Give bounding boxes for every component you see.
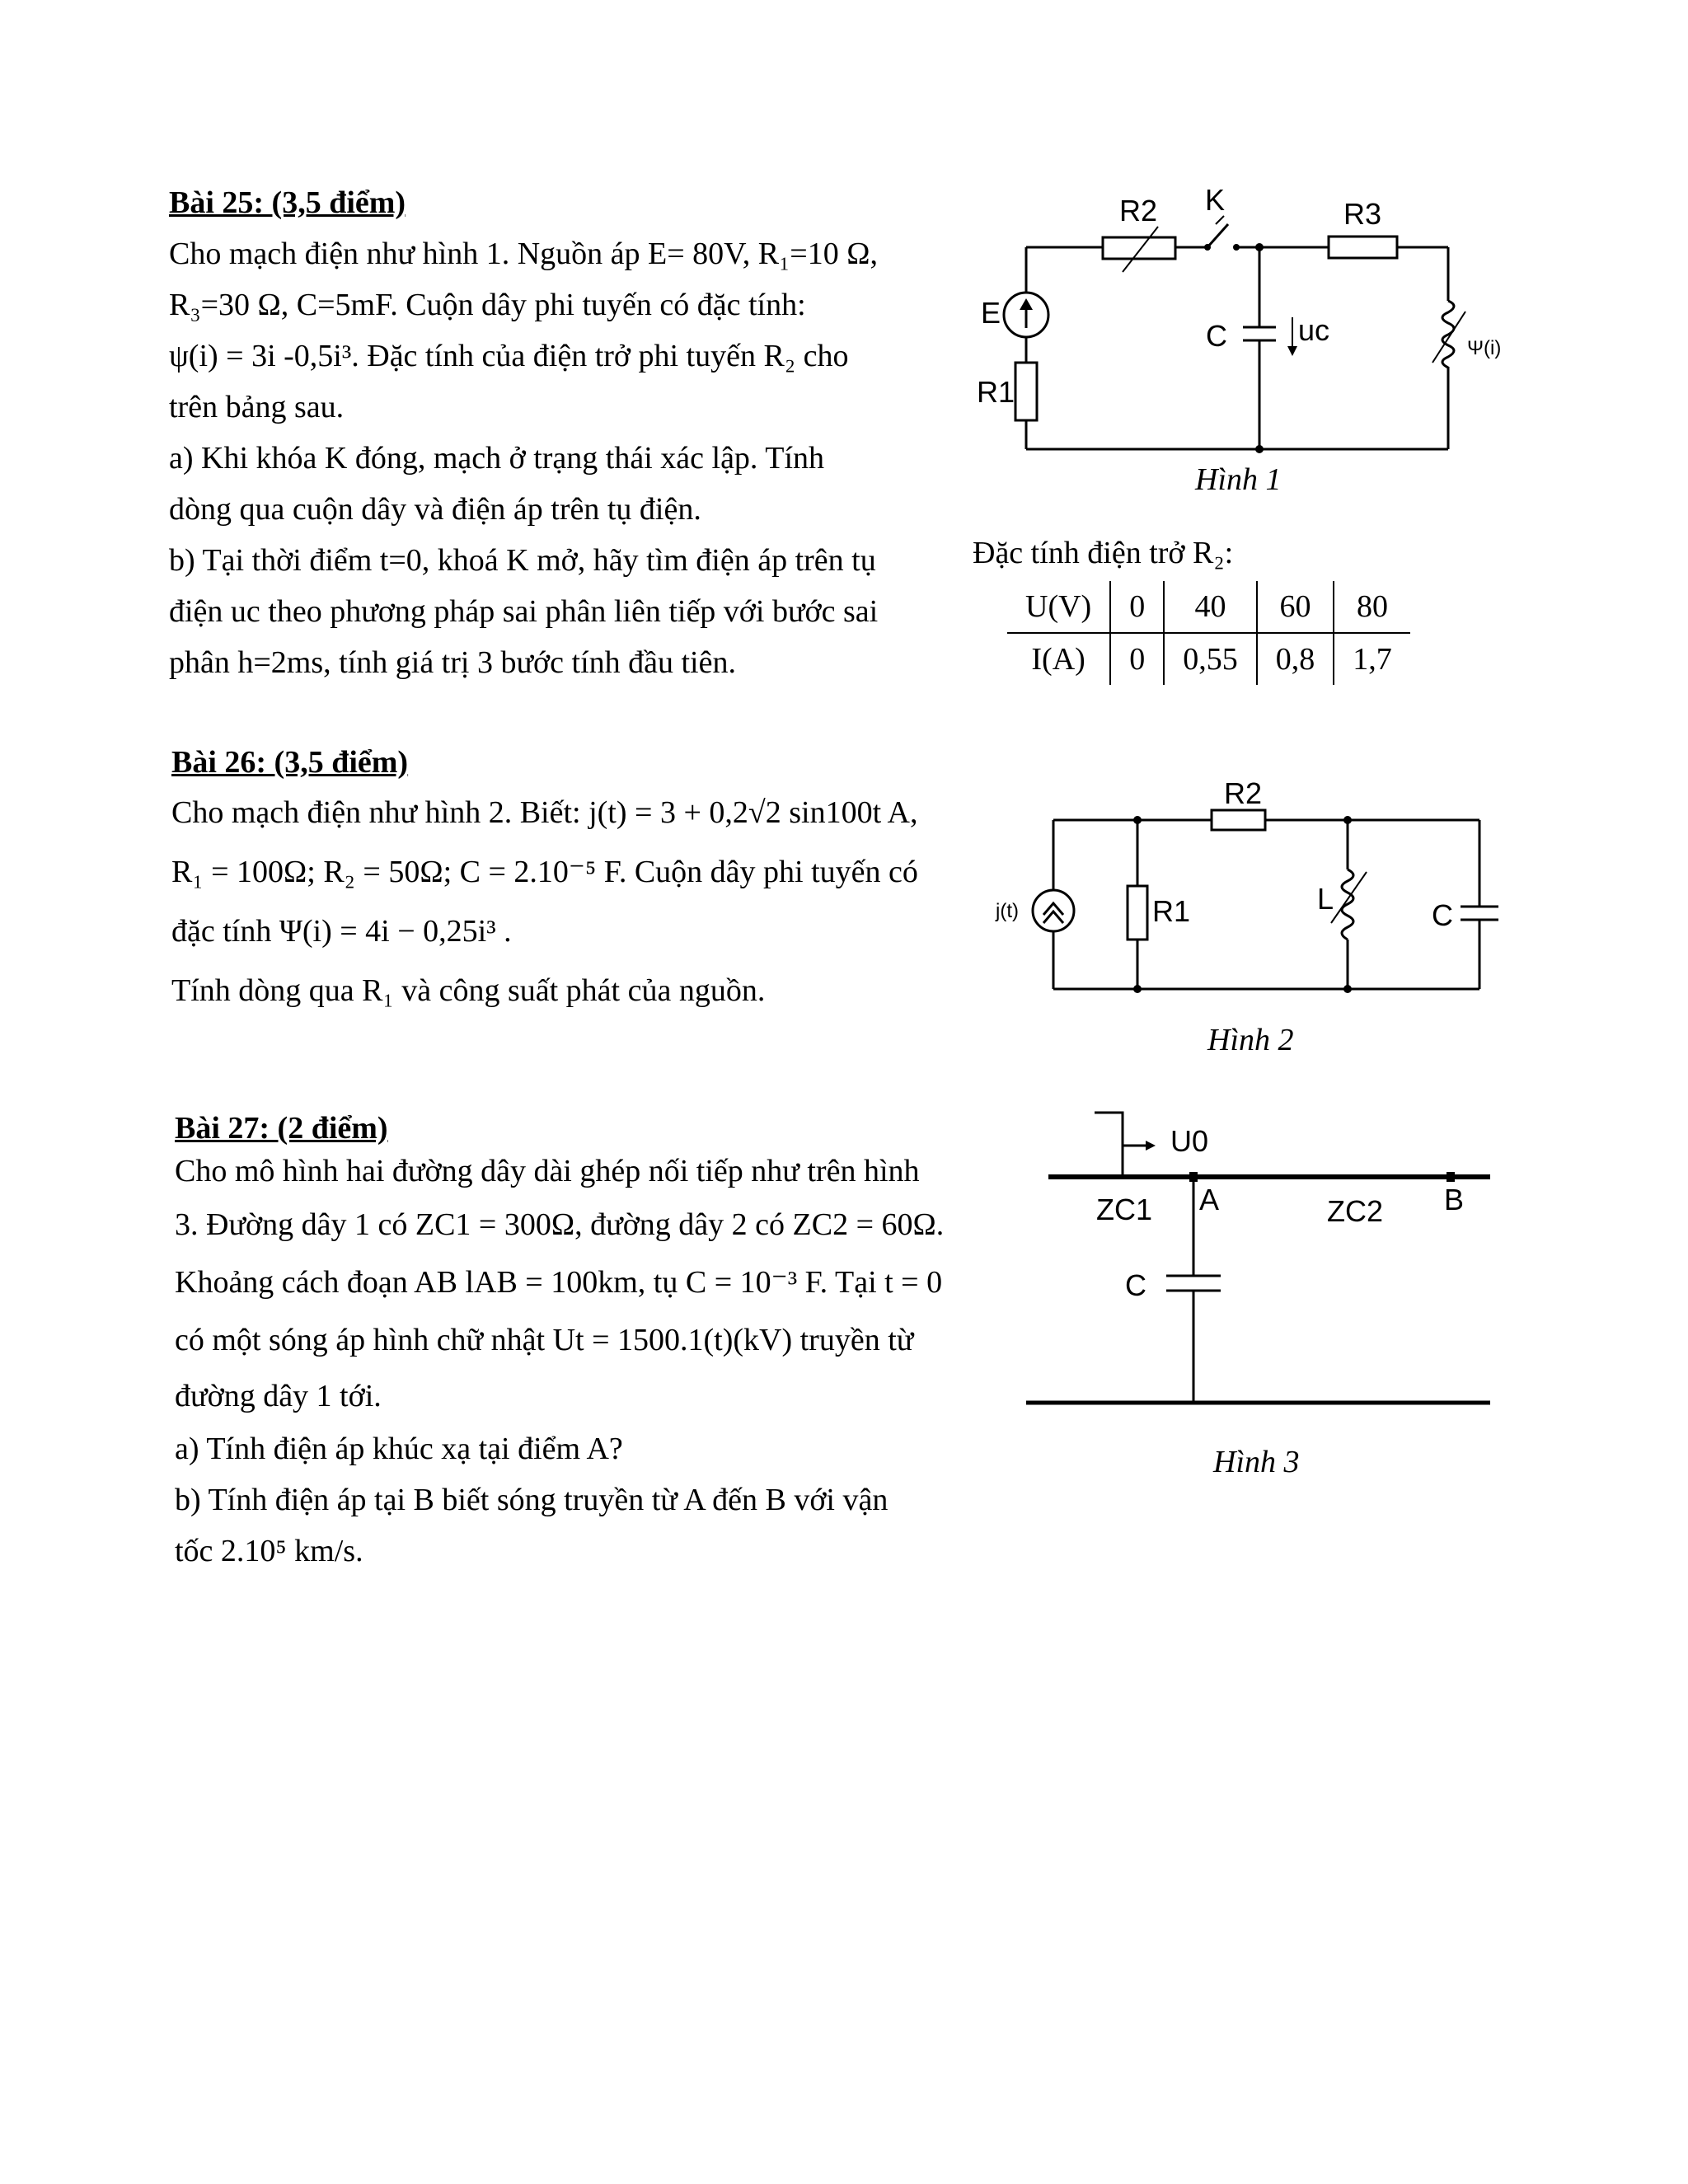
problem-27-title: Bài 27: (2 điểm) bbox=[175, 1111, 388, 1146]
problem-25-title: Bài 25: (3,5 điểm) bbox=[169, 185, 406, 220]
problem-27-line: có một sóng áp hình chữ nhật Ut = 1500.1(t)(kV) truyền từ bbox=[175, 1323, 914, 1357]
label-c: C bbox=[1125, 1268, 1146, 1302]
problem-26-title: Bài 26: (3,5 điểm) bbox=[171, 745, 409, 780]
problem-27-line: đường dây 1 tới. bbox=[175, 1379, 382, 1413]
problem-25-line: a) Khi khóa K đóng, mạch ở trạng thái xác lập. Tính bbox=[169, 441, 825, 476]
problem-27-line: Cho mô hình hai đường dây dài ghép nối tiếp như trên hình bbox=[175, 1154, 920, 1188]
point-b-marker bbox=[1447, 1172, 1455, 1182]
table-cell: I(A) bbox=[1031, 642, 1085, 677]
problem-26-line: đặc tính Ψ(i) = 4i − 0,25i³ . bbox=[171, 914, 512, 949]
table-cell: 0 bbox=[1110, 633, 1164, 685]
label-a: A bbox=[1199, 1183, 1220, 1216]
problem-26-line: Tính dòng qua R₁ và công suất phát của nguồn. bbox=[171, 973, 766, 1008]
label-l: L bbox=[1317, 882, 1334, 916]
step-wave-icon bbox=[1095, 1113, 1156, 1174]
label-r2: R2 bbox=[1224, 776, 1263, 810]
table-cell: 60 bbox=[1257, 581, 1334, 633]
label-uc: uc bbox=[1298, 313, 1330, 347]
problem-26-line: Cho mạch điện như hình 2. Biết: j(t) = 3 + 0,2√2 sin100t A, bbox=[171, 795, 918, 830]
problem-27-line: Khoảng cách đoạn AB lAB = 100km, tụ C = 10⁻³ F. Tại t = 0 bbox=[175, 1265, 943, 1300]
table-cell: 0,8 bbox=[1257, 633, 1334, 685]
table-cell: 40 bbox=[1164, 581, 1257, 633]
label-r1: R1 bbox=[1152, 894, 1191, 928]
label-zc2: ZC2 bbox=[1327, 1194, 1384, 1228]
label-b: B bbox=[1444, 1183, 1465, 1216]
figure-2-caption: Hình 2 bbox=[1207, 1023, 1294, 1057]
problem-25-line: R₃=30 Ω, C=5mF. Cuộn dây phi tuyến có đặc tính: bbox=[169, 288, 806, 322]
label-r3: R3 bbox=[1343, 197, 1382, 231]
label-e: E bbox=[981, 296, 1001, 330]
figure-3-caption: Hình 3 bbox=[1213, 1445, 1300, 1479]
point-a-marker bbox=[1189, 1172, 1198, 1182]
table-cell: 0 bbox=[1110, 581, 1164, 633]
problem-27-line: 3. Đường dây 1 có ZC1 = 300Ω, đường dây 2 có ZC2 = 60Ω. bbox=[175, 1207, 945, 1242]
table-cell: U(V) bbox=[1007, 581, 1110, 633]
problem-27-line: a) Tính điện áp khúc xạ tại điểm A? bbox=[175, 1432, 623, 1466]
problem-25-line: điện uc theo phương pháp sai phân liên tiếp với bước sai bbox=[169, 594, 879, 629]
problem-25-line: b) Tại thời điểm t=0, khoá K mở, hãy tìm điện áp trên tụ bbox=[169, 543, 876, 578]
figure-1-caption: Hình 1 bbox=[1195, 462, 1282, 497]
problem-25-line: phân h=2ms, tính giá trị 3 bước tính đầu tiên. bbox=[169, 645, 736, 680]
problem-27-line: tốc 2.10⁵ km/s. bbox=[175, 1534, 363, 1568]
label-r1: R1 bbox=[977, 375, 1015, 409]
label-j: j(t) bbox=[996, 900, 1019, 922]
problem-26-line: R₁ = 100Ω; R₂ = 50Ω; C = 2.10⁻⁵ F. Cuộn dây phi tuyến có bbox=[171, 855, 918, 889]
problem-25-line: Cho mạch điện như hình 1. Nguồn áp E= 80V, R₁=10 Ω, bbox=[169, 237, 878, 271]
problem-25-line: dòng qua cuộn dây và điện áp trên tụ điện. bbox=[169, 492, 701, 527]
problem-27-line: b) Tính điện áp tại B biết sóng truyền từ A đến B với vận bbox=[175, 1483, 889, 1517]
label-zc1: ZC1 bbox=[1096, 1193, 1153, 1226]
r2-table-title: Đặc tính điện trở R₂: bbox=[973, 536, 1234, 570]
table-cell: 1,7 bbox=[1334, 633, 1410, 685]
label-u0: U0 bbox=[1170, 1124, 1209, 1158]
problem-25-line: ψ(i) = 3i -0,5i³. Đặc tính của điện trở phi tuyến R₂ cho bbox=[169, 339, 849, 373]
label-c: C bbox=[1206, 319, 1227, 353]
label-c: C bbox=[1432, 898, 1453, 932]
table-cell: 0,55 bbox=[1164, 633, 1257, 685]
label-k: K bbox=[1205, 183, 1226, 217]
table-cell: 80 bbox=[1334, 581, 1410, 633]
label-psi: Ψ(i) bbox=[1467, 337, 1502, 359]
problem-25-line: trên bảng sau. bbox=[169, 390, 345, 424]
label-r2: R2 bbox=[1119, 194, 1158, 227]
